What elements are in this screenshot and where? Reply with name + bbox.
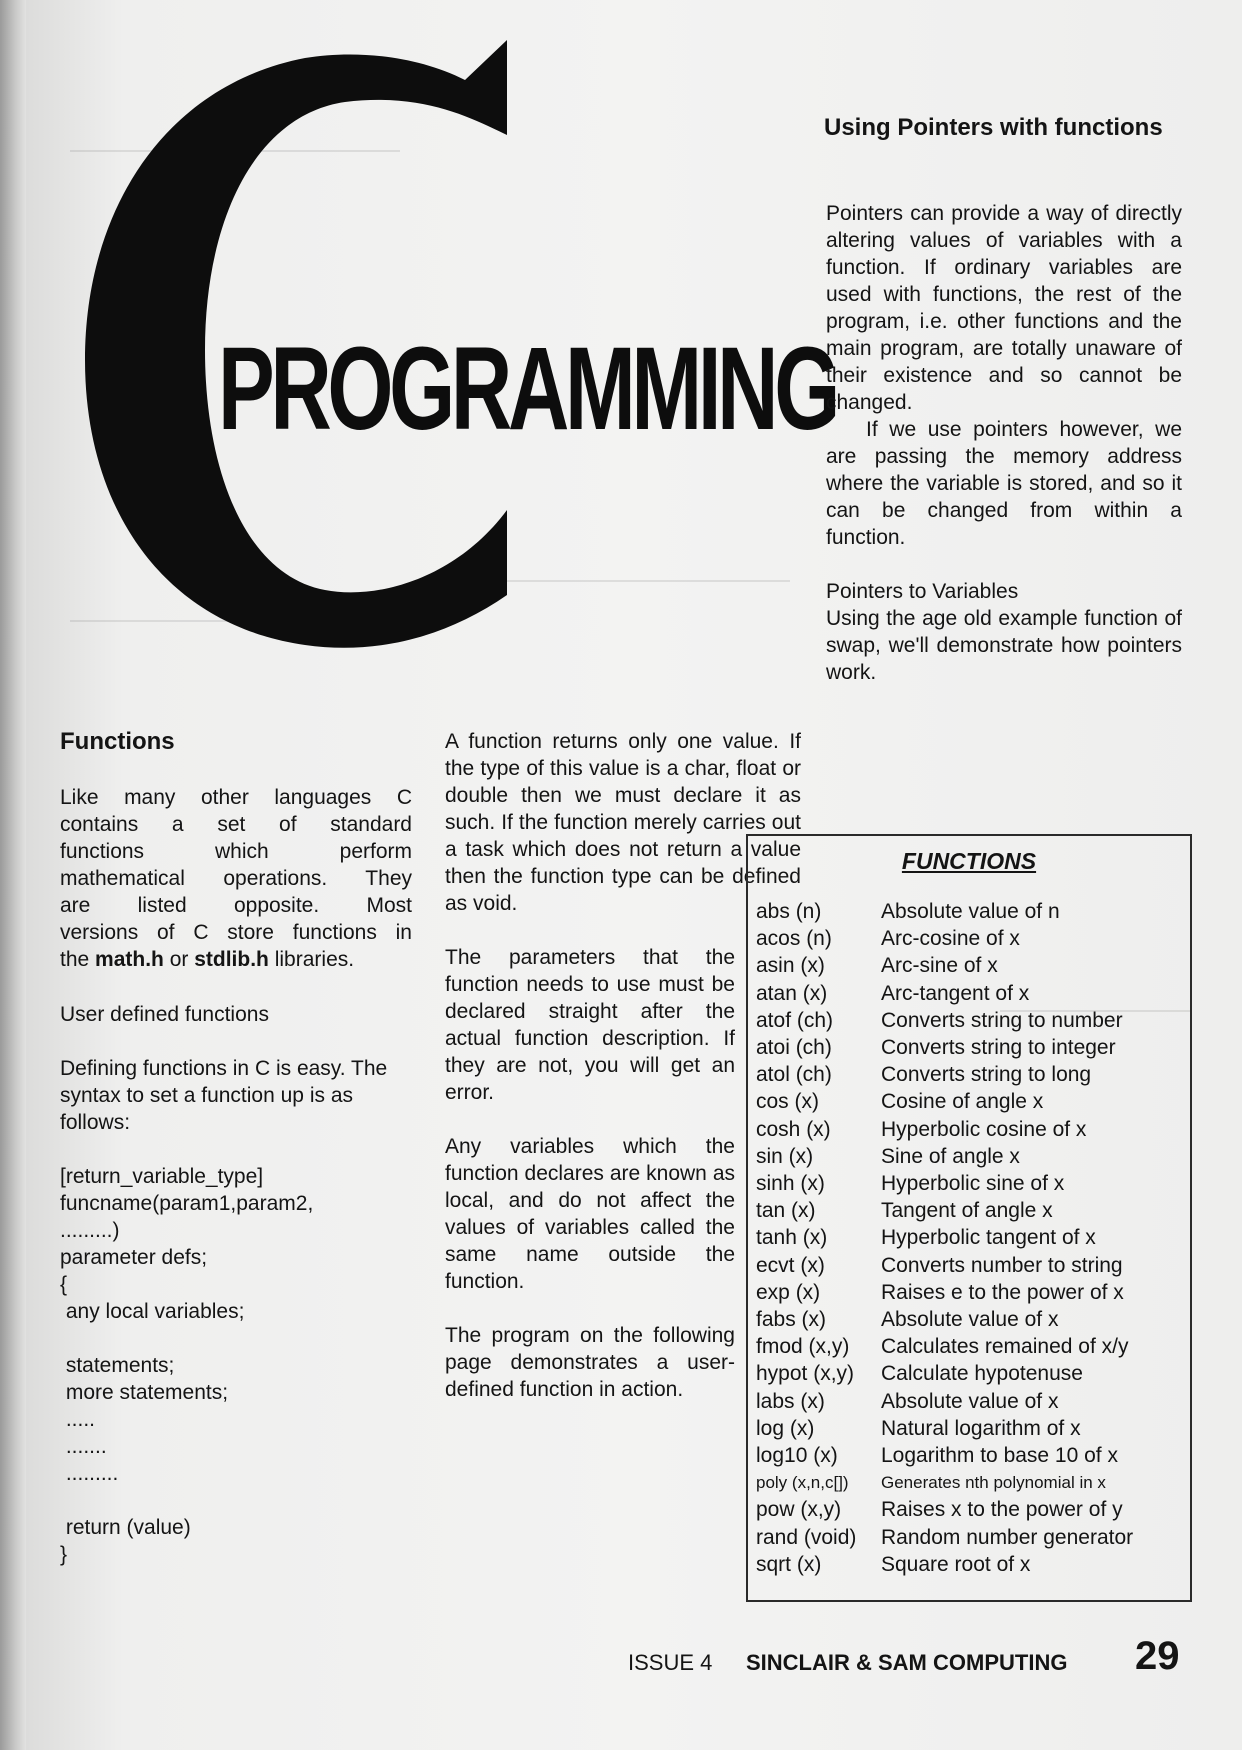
intro-line: are listed opposite. Most: [60, 894, 412, 917]
function-description: Calculates remained of x/y: [881, 1335, 1129, 1359]
code-line: more statements;: [60, 1381, 229, 1404]
intro-line: Like many other languages C: [60, 786, 412, 809]
footer-issue: ISSUE 4: [628, 1650, 713, 1675]
math-h-lib: math.h: [95, 948, 164, 971]
function-description: Absolute value of n: [881, 900, 1060, 923]
function-description: Arc-tangent of x: [881, 981, 1030, 1005]
function-description: Raises e to the power of x: [881, 1280, 1124, 1304]
function-description: Absolute value of x: [881, 1308, 1059, 1331]
code-line: }: [60, 1543, 68, 1566]
para-return-value: A function returns only one value. If the type of this value is a char, float or double then we must declare it as such. If the function merely carries out a task which does not return a value then the function type can be defined as void.: [445, 730, 801, 915]
function-description: Arc-cosine of x: [881, 927, 1020, 951]
para-program-demo: The program on the following page demonstrates a user-defined function in action.: [445, 1324, 735, 1401]
code-line: any local variables;: [60, 1300, 245, 1323]
footer-magazine-name: SINCLAIR & SAM COMPUTING: [746, 1650, 1068, 1675]
function-name: poly (x,n,c[]): [756, 1473, 849, 1493]
function-description: Arc-sine of x: [881, 954, 998, 978]
function-name: atof (ch): [756, 1008, 834, 1032]
function-row: [756, 1116, 1186, 1143]
function-row: [756, 1306, 1186, 1333]
function-row: [756, 1034, 1186, 1061]
function-description: Converts string to number: [881, 1008, 1123, 1032]
code-line: .........): [60, 1219, 120, 1242]
function-description: Cosine of angle x: [881, 1090, 1044, 1114]
para-parameters: The parameters that the function needs to use must be declared straight after the actual function description. If they are not, you will get an error.: [445, 946, 735, 1104]
function-row: [756, 1360, 1186, 1387]
function-row: [756, 1551, 1186, 1578]
code-line: [60, 1487, 416, 1514]
function-row: [756, 1442, 1186, 1469]
function-name: fmod (x,y): [756, 1335, 850, 1359]
right-column: [826, 200, 1182, 686]
function-description: Tangent of angle x: [881, 1199, 1053, 1223]
function-row: [756, 1388, 1186, 1415]
function-description: Hyperbolic sine of x: [881, 1172, 1065, 1195]
function-description: Hyperbolic tangent of x: [881, 1226, 1096, 1250]
functions-table-title: FUNCTIONS: [901, 848, 1037, 874]
function-row: [756, 1469, 1186, 1496]
function-name: hypot (x,y): [756, 1362, 855, 1386]
para-swap-example: Using the age old example function of swap, we'll demonstrate how pointers work.: [826, 607, 1182, 684]
intro-line: mathematical operations. They: [60, 867, 412, 890]
code-line: .......: [60, 1435, 107, 1458]
intro-line-libraries: the math.h or stdlib.h libraries.: [60, 948, 355, 971]
function-row: [756, 1224, 1186, 1251]
function-description: Converts string to long: [881, 1063, 1092, 1087]
function-row: [756, 1524, 1186, 1551]
function-name: labs (x): [756, 1389, 825, 1413]
para-local-variables: Any variables which the function declares are known as local, and do not affect the values of variables called the same name outside the function.: [445, 1135, 735, 1293]
function-name: log (x): [756, 1416, 815, 1440]
function-row: [756, 1279, 1186, 1306]
function-description: Generates nth polynomial in x: [881, 1473, 1106, 1493]
pointers-to-variables-subheading: Pointers to Variables: [826, 580, 1019, 603]
function-name: sinh (x): [756, 1172, 825, 1195]
function-name: sqrt (x): [756, 1552, 822, 1576]
functions-intro: [60, 784, 412, 973]
function-row: [756, 1170, 1186, 1197]
function-name: asin (x): [756, 954, 825, 978]
function-name: fabs (x): [756, 1308, 827, 1331]
function-name: acos (n): [756, 927, 832, 951]
function-description: Calculate hypotenuse: [881, 1362, 1083, 1386]
function-row: [756, 1252, 1186, 1279]
function-name: tanh (x): [756, 1226, 828, 1250]
code-line: parameter defs;: [60, 1246, 208, 1269]
stdlib-h-lib: stdlib.h: [194, 948, 269, 971]
function-description: Converts number to string: [881, 1253, 1123, 1277]
function-description: Absolute value of x: [881, 1389, 1059, 1413]
function-row: [756, 1007, 1186, 1034]
function-row: [756, 1415, 1186, 1442]
code-line: return (value): [60, 1516, 191, 1539]
function-name: tan (x): [756, 1199, 816, 1223]
functions-table: [746, 834, 1192, 1602]
function-name: abs (n): [756, 900, 822, 923]
pointers-heading: Using Pointers with functions: [824, 114, 1163, 141]
function-name: log10 (x): [756, 1444, 838, 1467]
code-line: .....: [60, 1408, 96, 1431]
function-name: sin (x): [756, 1144, 814, 1168]
function-name: cos (x): [756, 1090, 819, 1114]
function-row: [756, 898, 1186, 925]
function-name: atan (x): [756, 981, 828, 1005]
function-description: Random number generator: [881, 1525, 1134, 1549]
function-row: [756, 1088, 1186, 1115]
function-description: Sine of angle x: [881, 1144, 1020, 1168]
function-name: atol (ch): [756, 1063, 832, 1087]
para-pointers-intro: Pointers can provide a way of directly altering values of variables with a function. If ordinary variables are used with functions, the rest of the program, i.e. other functions and the main program, are totally unaware of their existence and so cannot be changed.: [826, 202, 1182, 414]
code-line: statements;: [60, 1354, 175, 1377]
intro-line: contains a set of standard: [60, 813, 412, 836]
title-programming: PROGRAMMING: [218, 323, 836, 455]
function-row: [756, 925, 1186, 952]
code-line: funcname(param1,param2,: [60, 1192, 314, 1215]
function-row: [756, 980, 1186, 1007]
function-syntax-code: [60, 1163, 416, 1568]
para-pointers-address: If we use pointers however, we are passing the memory address where the variable is stored, and so it can be changed from within a function.: [826, 418, 1182, 549]
function-description: Raises x to the power of y: [881, 1498, 1123, 1522]
function-row: [756, 1061, 1186, 1088]
intro-line: versions of C store functions in: [60, 921, 412, 944]
user-defined-subheading: User defined functions: [60, 1003, 269, 1026]
code-line: .........: [60, 1462, 119, 1485]
intro-line: functions which perform: [60, 840, 412, 863]
functions-heading: Functions: [60, 728, 175, 755]
function-description: Natural logarithm of x: [881, 1416, 1081, 1440]
code-line: {: [60, 1273, 68, 1296]
function-name: ecvt (x): [756, 1253, 825, 1277]
function-row: [756, 952, 1186, 979]
function-name: rand (void): [756, 1525, 857, 1549]
function-row: [756, 1197, 1186, 1224]
function-description: Converts string to integer: [881, 1036, 1116, 1059]
syntax-intro: Defining functions in C is easy. The syntax to set a function up is as follows:: [60, 1057, 388, 1134]
function-name: exp (x): [756, 1280, 821, 1304]
code-line: [return_variable_type]: [60, 1165, 264, 1188]
function-row: [756, 1143, 1186, 1170]
function-row: [756, 1333, 1186, 1360]
function-description: Logarithm to base 10 of x: [881, 1444, 1118, 1467]
function-name: atoi (ch): [756, 1036, 832, 1059]
function-description: Square root of x: [881, 1552, 1031, 1576]
function-description: Hyperbolic cosine of x: [881, 1117, 1087, 1141]
page-spine-shadow: [0, 0, 26, 1750]
function-name: pow (x,y): [756, 1498, 842, 1522]
page-number: 29: [1135, 1634, 1180, 1678]
function-name: cosh (x): [756, 1117, 831, 1141]
code-line: [60, 1325, 416, 1352]
function-row: [756, 1496, 1186, 1523]
